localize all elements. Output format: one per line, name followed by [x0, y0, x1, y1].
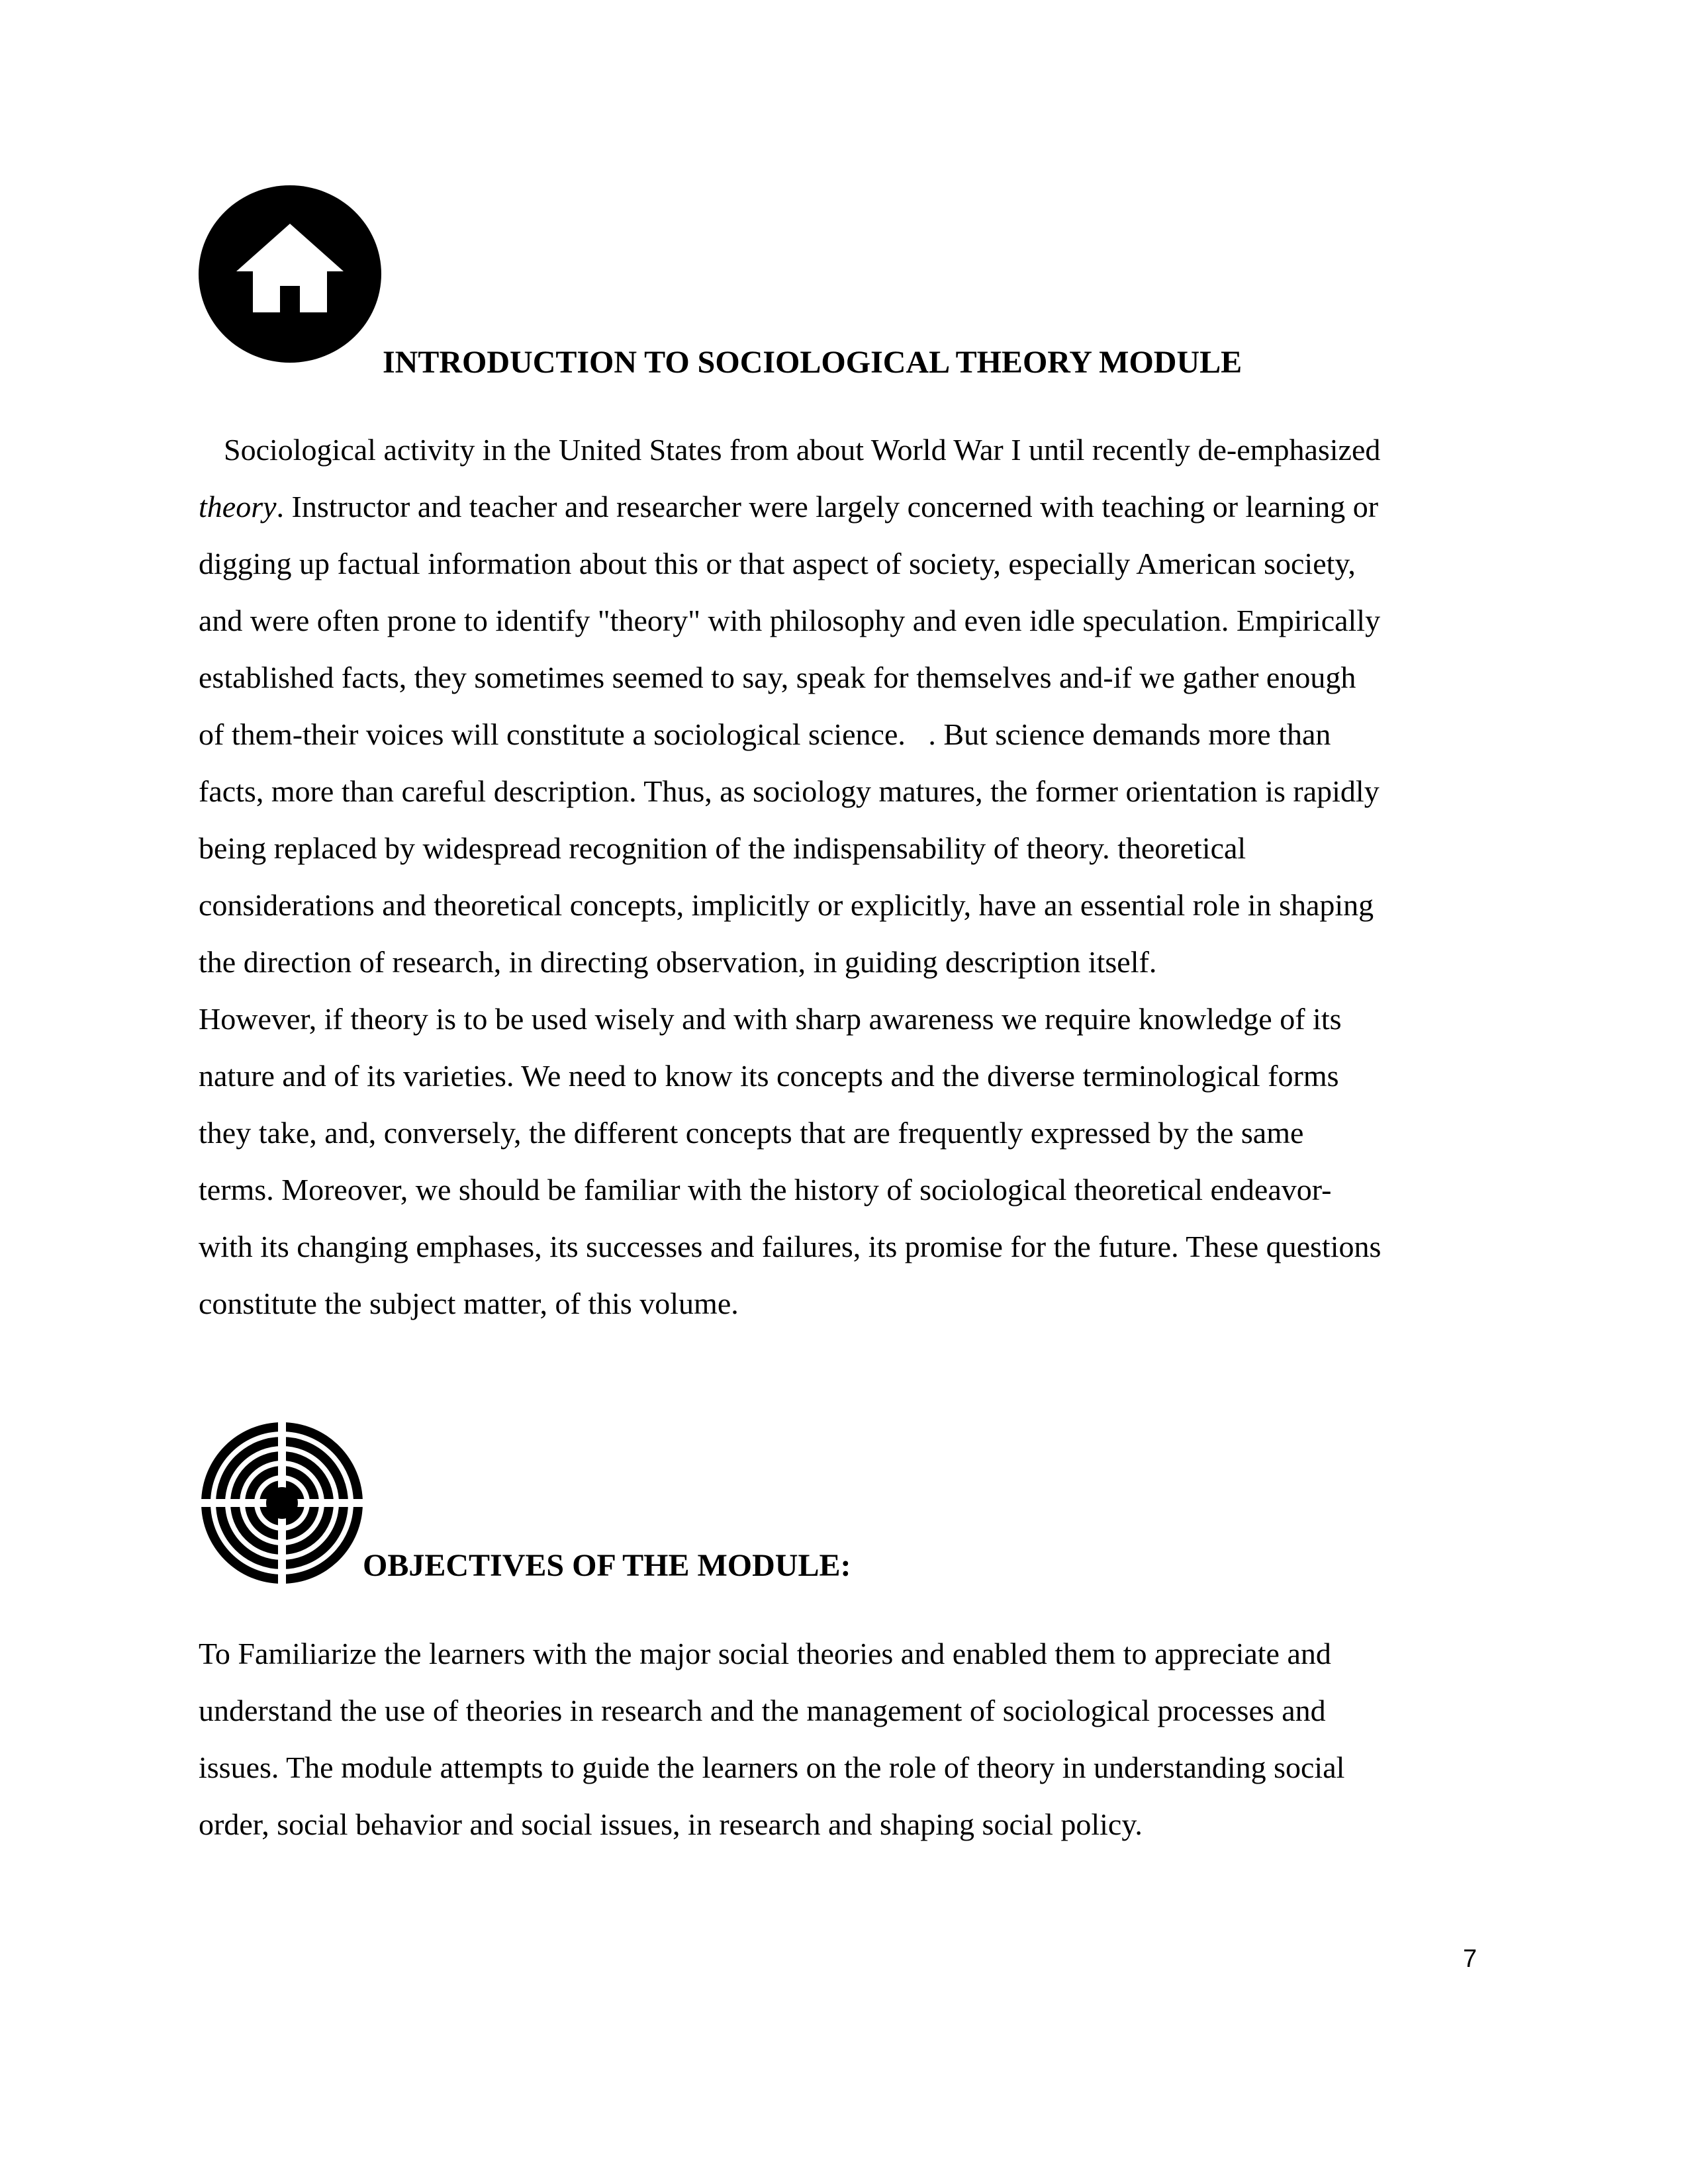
intro-line: considerations and theoretical concepts, implicitly or explicitly, have an essential role in shaping — [199, 888, 1374, 922]
home-icon — [199, 185, 381, 363]
objectives-heading: OBJECTIVES OF THE MODULE: — [363, 1548, 851, 1583]
intro-line — [199, 478, 1496, 535]
target-icon — [197, 1422, 367, 1584]
intro-heading: INTRODUCTION TO SOCIOLOGICAL THEORY MODULE — [383, 345, 1243, 380]
intro-line: constitute the subject matter, of this volume. — [199, 1287, 739, 1320]
intro-line: nature and of its varieties. We need to know its concepts and the diverse terminological forms — [199, 1059, 1339, 1093]
objectives-line: order, social behavior and social issues, in research and shaping social policy. — [199, 1807, 1143, 1841]
intro-line: and were often prone to identify "theory" with philosophy and even idle speculation. Empirically — [199, 604, 1381, 637]
objectives-paragraph — [199, 1625, 1496, 1853]
objectives-line: To Familiarize the learners with the major social theories and enabled them to appreciate and — [199, 1637, 1331, 1670]
intro-line: of them-their voices will constitute a sociological science. . But science demands more than — [199, 717, 1331, 751]
intro-line-rest: . Instructor and teacher and researcher were largely concerned with teaching or learning or — [276, 490, 1379, 523]
intro-line: being replaced by widespread recognition of the indispensability of theory. theoretical — [199, 831, 1246, 865]
intro-line: However, if theory is to be used wisely and with sharp awareness we require knowledge of its — [199, 1002, 1342, 1036]
intro-line: terms. Moreover, we should be familiar with the history of sociological theoretical endeavor- — [199, 1173, 1332, 1206]
intro-italic-word: theory — [199, 490, 277, 523]
objectives-line: issues. The module attempts to guide the learners on the role of theory in understanding social — [199, 1751, 1345, 1784]
objectives-line: understand the use of theories in research and the management of sociological processes and — [199, 1694, 1326, 1727]
intro-line: digging up factual information about this or that aspect of society, especially American society, — [199, 547, 1356, 580]
intro-paragraph — [199, 422, 1496, 1332]
intro-line: the direction of research, in directing observation, in guiding description itself. — [199, 945, 1157, 979]
intro-line: established facts, they sometimes seemed to say, speak for themselves and-if we gather enough — [199, 660, 1356, 694]
intro-line: they take, and, conversely, the different concepts that are frequently expressed by the same — [199, 1116, 1304, 1150]
page-number: 7 — [1463, 1945, 1477, 1973]
intro-line: Sociological activity in the United States from about World War I until recently de-emphasized — [224, 433, 1381, 467]
intro-line: with its changing emphases, its successes and failures, its promise for the future. These questions — [199, 1230, 1382, 1263]
intro-line: facts, more than careful description. Thus, as sociology matures, the former orientation is rapidly — [199, 774, 1380, 808]
